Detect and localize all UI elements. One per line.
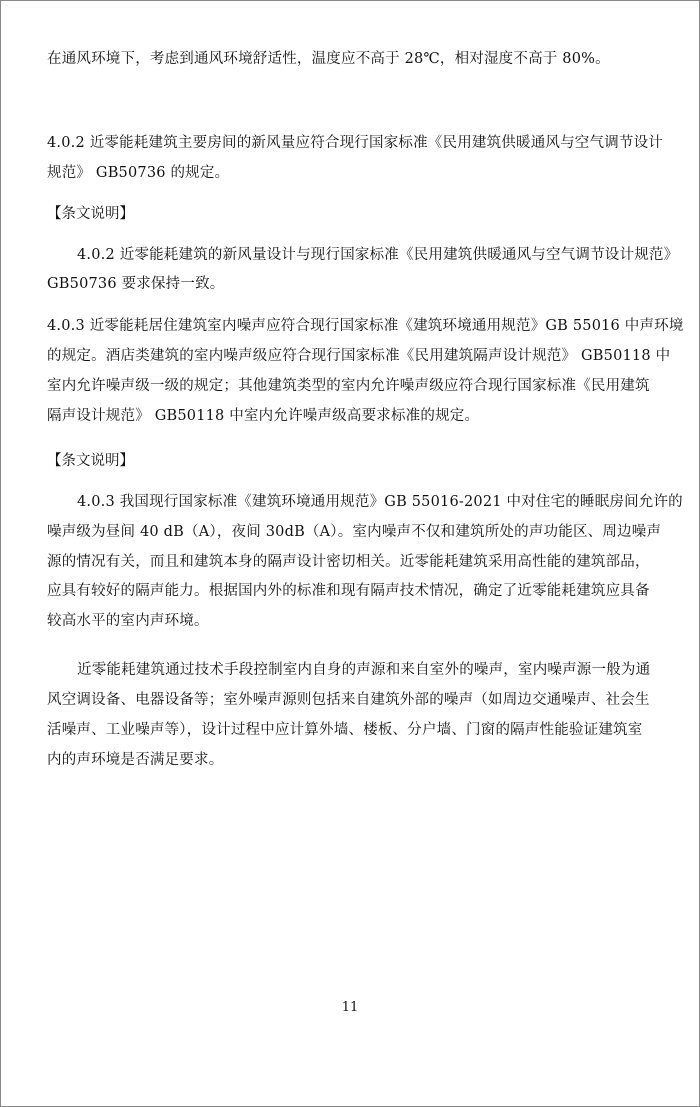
noise-sources-line-2: 风空调设备、电器设备等；室外噪声源则包括来自建筑外部的噪声（如周边交通噪声、社会生 — [47, 692, 650, 708]
clause-4-0-2-line-1: 4.0.2 近零能耗建筑主要房间的新风量应符合现行国家标准《民用建筑供暖通风与空气调节设计 — [47, 135, 663, 151]
noise-sources-line-3: 活噪声、工业噪声等），设计过程中应计算外墙、楼板、分户墙、门窗的隔声性能验证建筑室 — [47, 722, 643, 738]
explanation-4-0-3-line-1: 4.0.3 我国现行国家标准《建筑环境通用规范》GB 55016-2021 中对住宅的睡眠房间允许的 — [77, 494, 683, 510]
explanation-4-0-3-line-3: 源的情况有关，而且和建筑本身的隔声设计密切相关。近零能耗建筑采用高性能的建筑部品， — [47, 554, 650, 570]
explanation-4-0-3-line-2: 噪声级为昼间 40 dB（A），夜间 30dB（A）。室内噪声不仅和建筑所处的声功能区、周边噪声 — [47, 524, 662, 540]
noise-sources-line-1: 近零能耗建筑通过技术手段控制室内自身的声源和来自室外的噪声，室内噪声源一般为通 — [77, 662, 651, 678]
page-number: 11 — [341, 1000, 359, 1015]
clause-4-0-3-line-4: 隔声设计规范》 GB50118 中室内允许噪声级高要求标准的规定。 — [47, 408, 480, 424]
section-heading-explanation: 【条文说明】 — [47, 206, 134, 222]
clause-4-0-3-line-2: 的规定。酒店类建筑的室内噪声级应符合现行国家标准《民用建筑隔声设计规范》 GB50118 中 — [47, 348, 671, 364]
explanation-4-0-3-line-4: 应具有较好的隔声能力。根据国内外的标准和现有隔声技术情况，确定了近零能耗建筑应具备 — [47, 583, 650, 599]
section-heading-explanation: 【条文说明】 — [47, 453, 134, 469]
clause-4-0-3-line-1: 4.0.3 近零能耗居住建筑室内噪声应符合现行国家标准《建筑环境通用规范》GB 55016 中声环境 — [47, 318, 684, 334]
clause-4-0-3-line-3: 室内允许噪声级一级的规定；其他建筑类型的室内允许噪声级应符合现行国家标准《民用建筑 — [47, 378, 650, 394]
explanation-4-0-2-line-1: 4.0.2 近零能耗建筑的新风量设计与现行国家标准《民用建筑供暖通风与空气调节设计规范》 — [77, 247, 679, 263]
paragraph-line: 在通风环境下，考虑到通风环境舒适性，温度应不高于 28℃，相对湿度不高于 80%。 — [47, 51, 610, 67]
explanation-4-0-2-line-2: GB50736 要求保持一致。 — [47, 276, 225, 292]
explanation-4-0-3-line-5: 较高水平的室内声环境。 — [47, 613, 209, 629]
noise-sources-line-4: 内的声环境是否满足要求。 — [47, 752, 224, 768]
clause-4-0-2-line-2: 规范》 GB50736 的规定。 — [47, 165, 230, 181]
